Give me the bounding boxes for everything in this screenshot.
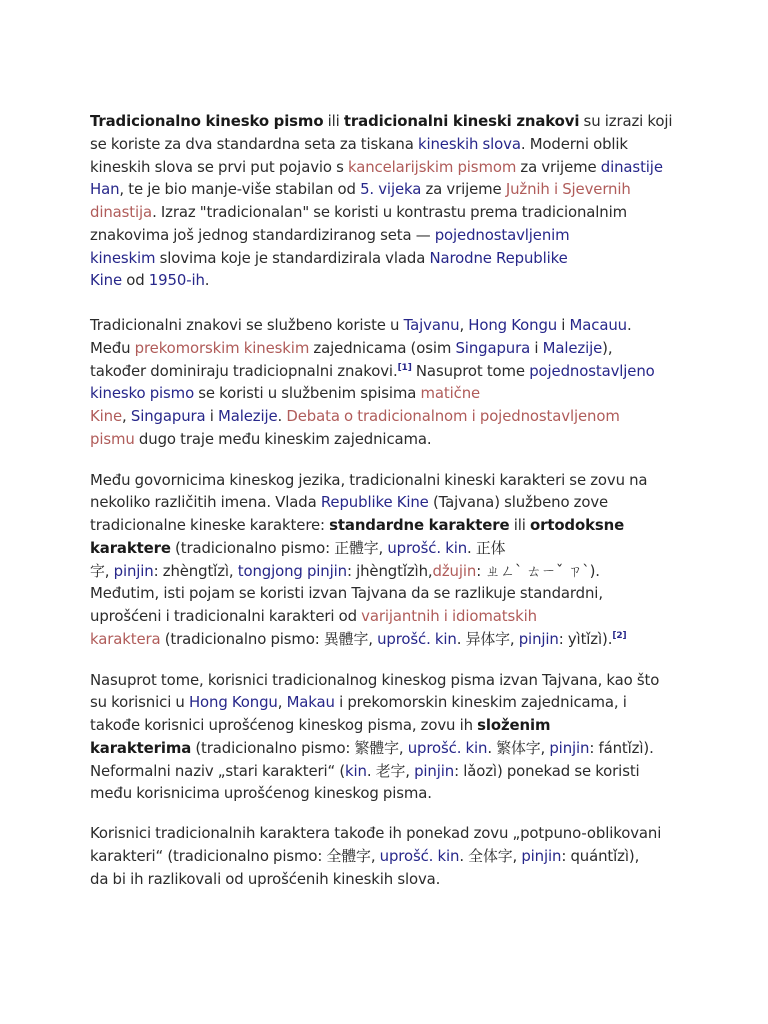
text-line: [90, 469, 686, 492]
link-dinastije-han[interactable]: dinastije: [600, 157, 663, 176]
term-bold: ortodoksne: [529, 516, 625, 534]
text-run: Neformalni naziv „stari karakteri“ (: [90, 761, 346, 780]
text-line: [90, 560, 686, 583]
text-line: [90, 201, 686, 224]
text-line: [90, 822, 686, 845]
link-debata[interactable]: pismu: [90, 429, 135, 448]
term-bold: karaktere: [90, 538, 171, 557]
text-run: nekoliko različitih imena. Vlada: [90, 493, 321, 512]
term-bold: složenim: [477, 716, 551, 734]
text-run: . Moderni oblik: [520, 134, 628, 153]
link-uprosc-kin[interactable]: uprošć. kin: [379, 846, 460, 865]
text-run: među korisnicima uprošćenog kineskog pisma.: [90, 784, 432, 803]
link-prekomorskim-kineskim[interactable]: prekomorskim kineskim: [134, 338, 310, 357]
link-varijantnih-karaktera[interactable]: karaktera: [90, 629, 161, 648]
link-pojednostavljeni-kineski[interactable]: pojednostavljenim: [434, 225, 570, 244]
text-run: : jhèngtǐzìh,: [346, 561, 433, 580]
link-uprosc-kin[interactable]: uprošć. kin: [407, 738, 488, 757]
text-run: tradicionalne kineske karaktere:: [90, 516, 330, 534]
text-run: .: [277, 407, 287, 425]
text-line: [90, 714, 686, 737]
link-varijantnih-karaktera[interactable]: varijantnih i idiomatskih: [361, 607, 537, 625]
link-malezije[interactable]: Malezije: [217, 407, 278, 425]
text-run: Međutim, isti pojam se koristi izvan Tajvana da se razlikuje standardni,: [90, 584, 603, 603]
link-hong-kongu[interactable]: Hong Kongu: [468, 316, 558, 334]
paragraph-intro: [90, 110, 686, 292]
link-kin[interactable]: kin: [345, 761, 367, 780]
paragraph-complex-characters: [90, 669, 686, 806]
text-run: Nasuprot tome, korisnici tradicionalnog kineskog pisma izvan Tajvana, kao što: [90, 670, 660, 689]
text-run: Među: [90, 338, 135, 357]
link-pinjin[interactable]: pinjin: [113, 561, 154, 580]
link-pinjin[interactable]: pinjin: [414, 761, 455, 780]
citation-2[interactable]: [2]: [612, 630, 627, 641]
text-run: znakovima još jednog standardiziranog seta —: [90, 225, 435, 244]
link-1950-ih[interactable]: 1950-ih: [148, 271, 205, 290]
text-run: : yìtǐzì).: [558, 629, 613, 648]
text-line: [90, 845, 686, 868]
text-run: dugo traje među kineskim zajednicama.: [134, 429, 432, 448]
text-run: su korisnici u: [90, 693, 189, 712]
text-run: . 老字,: [366, 761, 415, 780]
link-hong-kongu[interactable]: Hong Kongu: [188, 693, 278, 712]
text-run: ili: [323, 112, 344, 130]
text-run: ,: [277, 693, 287, 712]
link-5-vijeka[interactable]: 5. vijeka: [360, 180, 422, 199]
text-line: [90, 514, 686, 537]
text-run: također dominiraju tradiciopnalni znakovi.: [90, 361, 398, 380]
link-maticne-kine[interactable]: Kine: [90, 407, 123, 425]
text-line: [90, 405, 686, 428]
term-bold: karakterima: [90, 738, 192, 757]
text-run: Nasuprot tome: [411, 361, 530, 380]
text-run: : zhèngtǐzì,: [153, 561, 238, 580]
text-run: (tradicionalno pismo: 繁體字,: [191, 738, 408, 757]
text-run: da bi ih razlikovali od uprošćenih kineskih slova.: [90, 869, 441, 888]
link-kineskih-slova[interactable]: kineskih slova: [417, 134, 521, 153]
text-run: karakteri“ (tradicionalno pismo: 全體字,: [90, 846, 380, 865]
text-run: kineskih slova se prvi put pojavio s: [90, 157, 348, 176]
text-line: [90, 337, 686, 360]
text-line: [90, 156, 686, 179]
link-debata[interactable]: Debata o tradicionalnom i pojednostavljenom: [286, 407, 620, 425]
text-run: zajednicama (osim: [309, 338, 456, 357]
text-line: [90, 868, 686, 891]
text-run: za vrijeme: [516, 157, 601, 176]
link-malezije[interactable]: Malezije: [542, 338, 603, 357]
link-maticne-kine[interactable]: matične: [420, 384, 481, 403]
text-line: [90, 269, 686, 292]
text-run: . 正体: [467, 538, 506, 557]
text-line: [90, 669, 686, 692]
text-line: [90, 737, 686, 760]
term-bold: Tradicionalno kinesko pismo: [90, 112, 324, 130]
link-narodne-republike-kine[interactable]: Narodne Republike: [429, 248, 568, 267]
text-line: [90, 224, 686, 247]
text-run: (tradicionalno pismo: 正體字,: [170, 538, 388, 557]
link-pojednostavljeno-kinesko-pismo[interactable]: pojednostavljeno: [529, 361, 655, 380]
link-kancelarijskim-pismom[interactable]: kancelarijskim pismom: [347, 157, 517, 176]
text-run: (tradicionalno pismo: 異體字,: [160, 629, 378, 648]
text-line: [90, 491, 686, 514]
text-run: .: [204, 271, 210, 290]
paragraph-names: [90, 469, 686, 651]
text-line: [90, 628, 686, 651]
text-run: : quántǐzì),: [561, 846, 640, 865]
text-run: slovima koje je standardizirala vlada: [155, 248, 430, 267]
text-run: . 异体字,: [456, 629, 519, 648]
link-uprosc-kin[interactable]: uprošć. kin: [377, 629, 457, 648]
text-run: 字,: [90, 561, 114, 580]
text-line: [90, 178, 686, 201]
citation-1[interactable]: [1]: [397, 362, 412, 373]
text-run: i: [530, 338, 543, 357]
text-run: se koriste za dva standardna seta za tiskana: [90, 134, 418, 153]
link-pojednostavljeni-kineski[interactable]: kineskim: [90, 248, 156, 267]
link-singapura[interactable]: Singapura: [455, 338, 531, 357]
text-line: [90, 782, 686, 805]
link-pinjin[interactable]: pinjin: [518, 629, 559, 648]
text-run: ),: [602, 338, 613, 357]
text-run: se koristi u službenim spisima: [194, 384, 421, 403]
text-run: Tradicionalni znakovi se službeno koriste u: [90, 316, 404, 334]
text-run: , te je bio manje-više stabilan od: [119, 180, 361, 199]
text-run: takođe korisnici uprošćenog kineskog pisma, zovu ih: [90, 716, 478, 734]
link-macauu[interactable]: Macauu: [569, 316, 627, 334]
text-line: [90, 537, 686, 560]
article-body: [90, 110, 686, 912]
link-makau[interactable]: Makau: [286, 693, 335, 712]
text-run: Korisnici tradicionalnih karaktera takođe ih ponekad zovu „potpuno-oblikovani: [90, 824, 662, 842]
text-run: ,: [122, 407, 131, 425]
link-uprosc-kin[interactable]: uprošć. kin: [387, 538, 468, 557]
text-line: [90, 133, 686, 156]
link-dinastije-han[interactable]: Han: [90, 180, 120, 199]
text-run: .: [627, 316, 632, 334]
term-bold: tradicionalni kineski znakovi: [343, 112, 580, 130]
link-juznih-i-sjevernih-dinastija[interactable]: Južnih i Sjevernih: [505, 180, 631, 199]
text-run: za vrijeme: [421, 180, 506, 199]
text-line: [90, 314, 686, 337]
link-narodne-republike-kine[interactable]: Kine: [90, 271, 123, 290]
text-run: su izrazi koji: [579, 112, 673, 130]
text-run: i: [205, 407, 218, 425]
text-run: : lǎozì) ponekad se koristi: [454, 761, 640, 780]
text-line: [90, 382, 686, 405]
link-pinjin[interactable]: pinjin: [521, 846, 562, 865]
text-line: [90, 247, 686, 270]
text-run: uprošćeni i tradicionalni karakteri od: [90, 607, 362, 625]
text-run: : fántǐzì).: [589, 738, 654, 757]
link-republike-kine[interactable]: Republike Kine: [320, 493, 429, 512]
text-run: : ㄓㄥˋ ㄊㄧˇ ㄗˋ).: [476, 561, 600, 580]
text-line: [90, 760, 686, 783]
link-pinjin[interactable]: pinjin: [549, 738, 590, 757]
text-line: [90, 582, 686, 605]
text-line: [90, 605, 686, 628]
text-run: i prekomorskin kineskim zajednicama, i: [334, 693, 627, 712]
paragraph-usage: [90, 314, 686, 451]
link-dzujin[interactable]: džujin: [432, 561, 477, 580]
text-run: ,: [459, 316, 469, 334]
text-line: [90, 428, 686, 451]
link-singapura[interactable]: Singapura: [130, 407, 206, 425]
term-bold: standardne karaktere: [329, 516, 510, 534]
text-run: (Tajvana) službeno zove: [428, 493, 609, 512]
link-juznih-i-sjevernih-dinastija[interactable]: dinastija: [90, 203, 153, 221]
text-line: [90, 360, 686, 383]
text-run: ili: [509, 516, 530, 534]
link-tajvanu[interactable]: Tajvanu: [403, 316, 460, 334]
text-run: Među govornicima kineskog jezika, tradicionalni kineski karakteri se zovu na: [90, 470, 648, 489]
text-line: [90, 110, 686, 133]
link-tongjong-pinjin[interactable]: tongjong pinjin: [237, 561, 347, 580]
text-line: [90, 691, 686, 714]
text-run: . Izraz "tradicionalan" se koristi u kontrastu prema tradicionalnim: [152, 203, 628, 221]
text-run: i: [557, 316, 570, 334]
paragraph-full-form: [90, 822, 686, 890]
link-pojednostavljeno-kinesko-pismo[interactable]: kinesko pismo: [90, 384, 195, 403]
text-run: . 全体字,: [459, 846, 522, 865]
text-run: od: [122, 271, 149, 290]
text-run: . 繁体字,: [487, 738, 550, 757]
